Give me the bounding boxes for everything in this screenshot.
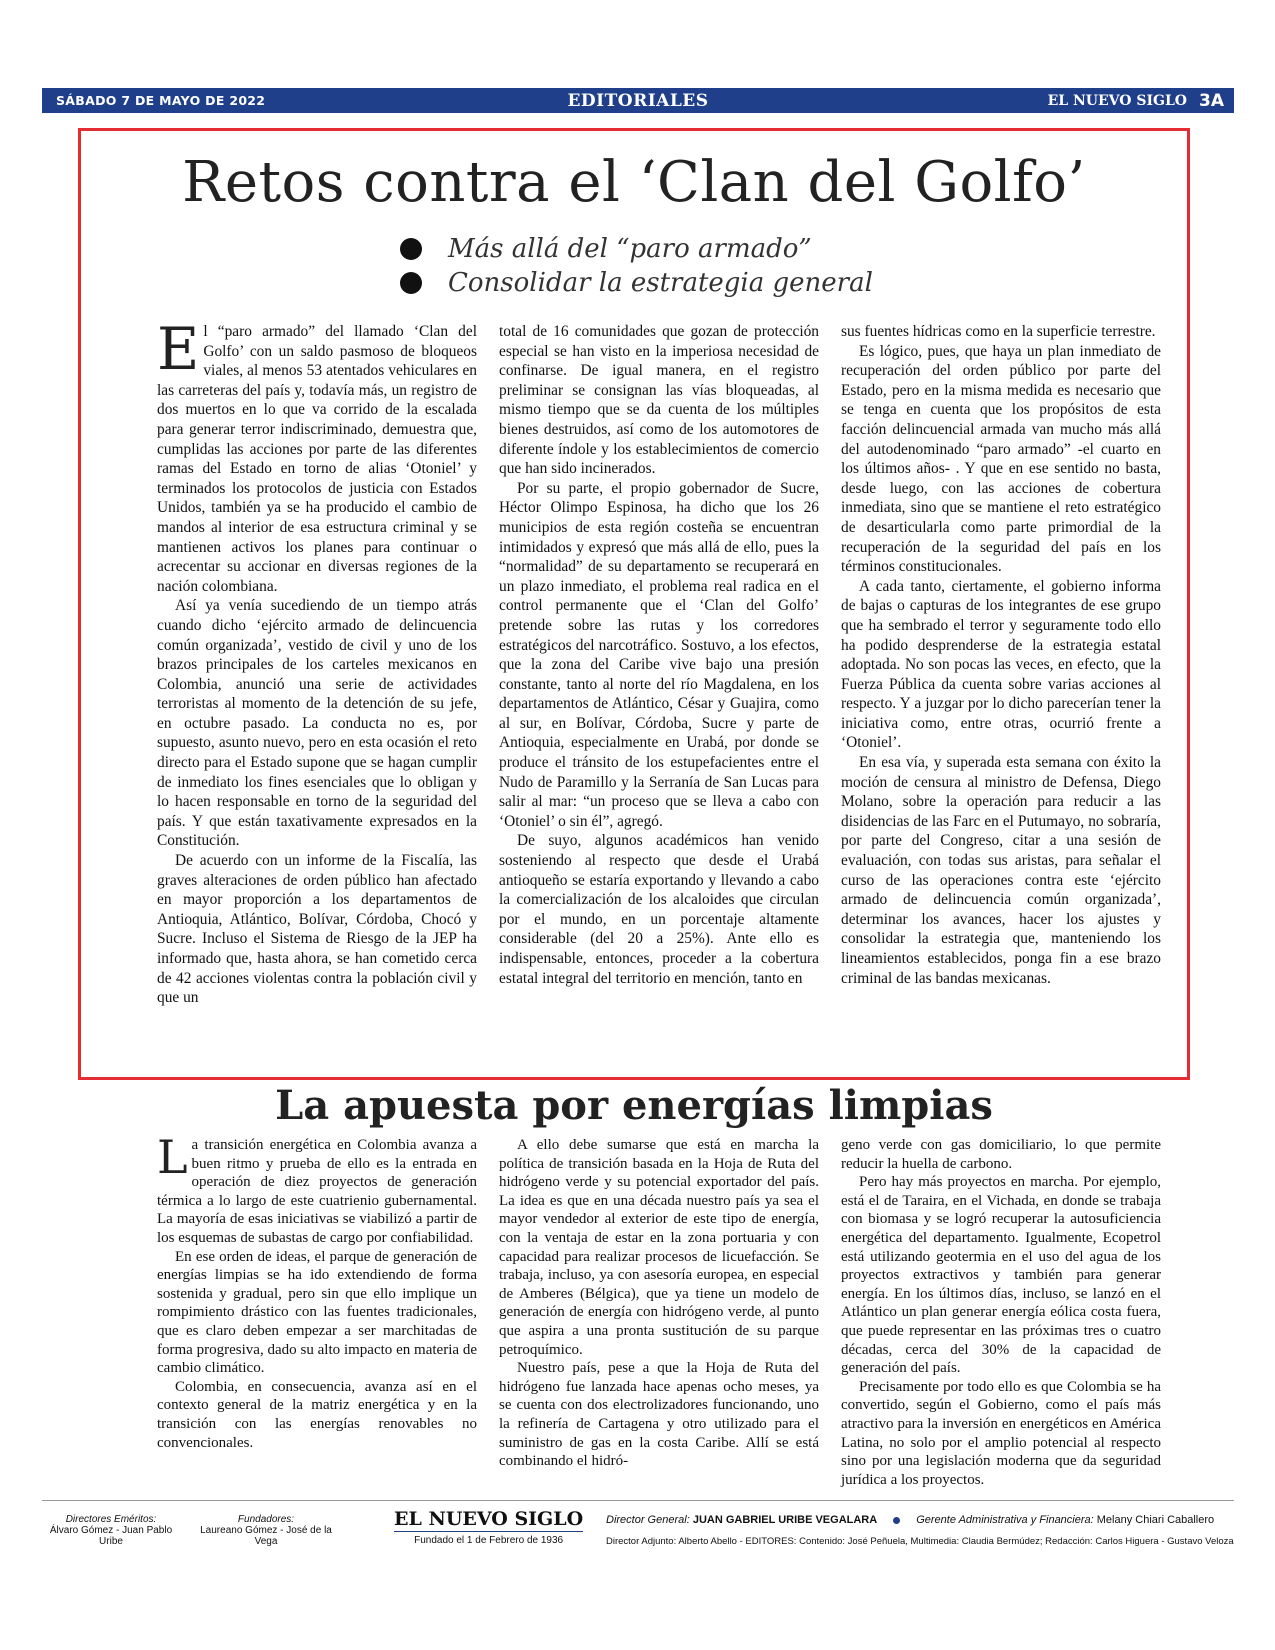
paragraph: Nuestro país, pese a que la Hoja de Ruta del hidrógeno fue lanzada hace apenas ocho meses, ya se cuenta con dos electrolizadores funcionando, uno la refinería de Cartagena y otro utilizado para el suministro de gas en la costa Caribe. Allí se está combinando el hidró- bbox=[499, 1360, 819, 1470]
paragraph: En ese orden de ideas, el parque de generación de energías limpias se ha ido extendiendo de forma sostenida y gradual, pero sin que ello implique un rompimiento drástico con las fuentes tradicionales, que es claro deben empezar a ser marchitadas de forma progresiva, dado su alto impacto en materia de cambio climático. bbox=[157, 1248, 477, 1377]
article1-kickers bbox=[400, 234, 873, 302]
founded-date: Fundado el 1 de Febrero de 1936 bbox=[414, 1535, 564, 1546]
director-general-label: Director General: bbox=[606, 1514, 690, 1526]
kicker-text: Consolidar la estrategia general bbox=[448, 268, 873, 298]
paragraph bbox=[157, 1130, 477, 1248]
staff-row-main bbox=[606, 1514, 1234, 1526]
kicker-item bbox=[400, 268, 873, 298]
bullet-dot-icon bbox=[400, 238, 422, 260]
footer-fundadores bbox=[196, 1514, 336, 1547]
paragraph: A cada tanto, ciertamente, el gobierno informa de bajas o capturas de los integrantes de ese grupo que ha sembrado el terror y seguramente todo ello ha podido desprenderse de la estrategia estatal adoptada. No son pocas las veces, en efecto, que la Fuerza Pública da cuenta sobre varias acciones al respecto. Y a juzgar por lo dicho parecerían tener la iniciativa como, entre otras, ocurrió frente a ‘Otoniel’. bbox=[841, 577, 1161, 752]
article1-body bbox=[157, 315, 1161, 1062]
fundadores-label: Fundadores: bbox=[237, 1514, 295, 1525]
paragraph: sus fuentes hídricas como en la superficie terrestre. bbox=[841, 323, 1156, 340]
article2-body bbox=[157, 1130, 1161, 1488]
paragraph: De suyo, algunos académicos han venido sosteniendo al respecto que desde el Urabá antioqueño se estaría exportando y llevando a cabo la comercialización de los alcaloides que circulan por el mundo, en un porcentaje altamente considerable (del 20 a 25%). Ante ello es indispensable, entonces, proceder a la cobertura estatal integral del territorio en mención, tanto en bbox=[499, 832, 819, 987]
directores-names: Álvaro Gómez - Juan Pablo Uribe bbox=[49, 1525, 173, 1547]
gerente-label: Gerente Administrativa y Financiera: bbox=[916, 1514, 1094, 1526]
drop-cap: L bbox=[157, 1130, 188, 1184]
separator-dot-icon bbox=[893, 1517, 900, 1524]
logo-name: EL NUEVO SIGLO bbox=[394, 1508, 584, 1530]
staff-row-editors: Director Adjunto: Alberto Abello - EDITORES: Contenido: José Peñuela, Multimedia: Claudia Bermúdez; Redacción: Carlos Higuera - Gustavo Veloza bbox=[606, 1536, 1234, 1547]
masthead-brand: EL NUEVO SIGLO bbox=[1047, 92, 1187, 109]
article1-title: Retos contra el ‘Clan del Golfo’ bbox=[182, 150, 1086, 215]
footer-staff bbox=[606, 1514, 1234, 1547]
paragraph: Así ya venía sucediendo de un tiempo atrás cuando dicho ‘ejército armado de delincuencia común organizada’, vestido de civil y uno de los brazos principales de los carteles mexicanos en Colombia, anunció una serie de actividades terroristas al momento de la detención de su jefe, en octubre pasado. La conducta no es, por supuesto, asunto nuevo, pero en esta ocasión el reto directo para el Estado supone que se hagan cumplir de inmediato los fines esenciales que lo obligan y lo hacen responsable en torno de la seguridad del país. Y que están taxativamente expresados en la Constitución. bbox=[157, 597, 477, 850]
director-general-name: JUAN GABRIEL URIBE VEGALARA bbox=[692, 1514, 878, 1526]
article1-column-2 bbox=[499, 322, 819, 1062]
paragraph: Por su parte, el propio gobernador de Sucre, Héctor Olimpo Espinosa, ha dicho que los 26 municipios de esta región costeña se encuentran intimidados y expresó que más allá de ello, pues la “normalidad” de su departamento se recuperará en un plazo inmediato, el problema real radica en el control permanente que el ‘Clan del Golfo’ pretende sobre las rutas y los corredores estratégicos del narcotráfico. Sostuvo, a los efectos, que la zona del Caribe vive bajo una presión constante, tanto al norte del río Magdalena, en los departamentos de Atlántico, César y Guajira, como al sur, en Bolívar, Córdoba, Sucre y parte de Antioquia, especialmente en Urabá, por donde se produce el tránsito de los estupefacientes entre el Nudo de Paramillo y la Serranía de San Lucas para salir al mar: “un proceso que se lleva a cabo con ‘Otoniel’ o sin él”, agregó. bbox=[499, 479, 819, 830]
paragraph: Es lógico, pues, que haya un plan inmediato de recuperación del orden público por parte del Estado, pero en la misma medida es necesario que se tenga en cuenta que los propósitos de esta facción delincuencial armada van mucho más allá del autodenominado “paro armado” -el cuarto en los últimos años- . Y que en ese sentido no basta, desde luego, con las acciones de cobertura inmediata, sino que se mantiene el reto estratégico de desarticularla como parte primordial de la recuperación de la seguridad del país en los términos constitucionales. bbox=[841, 342, 1161, 576]
article1-column-1 bbox=[157, 315, 477, 1062]
article2-column-1 bbox=[157, 1130, 477, 1472]
paragraph: Precisamente por todo ello es que Colombia se ha convertido, según el Gobierno, como el país más atractivo para la inversión en energéticos en América Latina, no solo por el amplio potencial al respecto sino por una legislación moderna que da seguridad jurídica a los proyectos. bbox=[841, 1378, 1161, 1488]
paragraph bbox=[157, 315, 477, 596]
page-number: 3A bbox=[1199, 90, 1224, 111]
paragraph: Pero hay más proyectos en marcha. Por ejemplo, está el de Taraira, en el Vichada, en donde se trabaja con biomasa y se logró recuperar la autosuficiencia energética del departamento. Igualmente, Ecopetrol está utilizando geotermia en el uso del agua de los proyectos extractivos y también para generar energía. En los últimos días, incluso, se lanzó en el Atlántico un plan generar energía eólica costa fuera, que puede representar en las próximas tres o cuatro décadas, cerca del 30% de la capacidad de generación del país. bbox=[841, 1174, 1161, 1377]
article2-column-3 bbox=[841, 1136, 1161, 1488]
kicker-item bbox=[400, 234, 873, 264]
paragraph: De acuerdo con un informe de la Fiscalía, las graves alteraciones de orden público han afectado en mayor proporción a los departamentos de Antioquia, Atlántico, Bolívar, Córdoba, Chocó y Sucre. Incluso el Sistema de Riesgo de la JEP ha informado que, hasta ahora, se han cometido cerca de 42 acciones violentas contra la población civil y que un bbox=[157, 852, 477, 1007]
paragraph: A ello debe sumarse que está en marcha la política de transición basada en la Hoja de Ruta del hidrógeno verde y su potencial exportador del país. La idea es que en una década nuestro país ya sea el mayor vendedor al exterior de este tipo de energía, con la ventaja de estar en la zona portuaria y con capacidad para realizar procesos de licuefacción. Se trabaja, incluso, ya con asesoría europea, en especial de Amberes (Bélgica), que ya tiene un modelo de generación de energía con hidrógeno verde, al punto que aspira a una pronta sustitución de su parque petroquímico. bbox=[499, 1137, 819, 1358]
article2-title: La apuesta por energías limpias bbox=[275, 1082, 993, 1129]
footer-logo bbox=[394, 1508, 583, 1546]
paragraph-text: a transición energética en Colombia avanza a buen ritmo y prueba de ello es la entrada en operación de diez proyectos de generación térmica a lo largo de este cuatrienio gubernamental. La mayoría de esas iniciativas se viabilizó a partir de los esquemas de subastas de cargo por confiabilidad. bbox=[157, 1137, 477, 1246]
masthead-right bbox=[1048, 91, 1224, 111]
fundadores-names: Laureano Gómez - José de la Vega bbox=[200, 1525, 332, 1547]
paragraph: geno verde con gas domiciliario, lo que permite reducir la huella de carbono. bbox=[841, 1137, 1161, 1172]
section-title: EDITORIALES bbox=[567, 90, 709, 111]
drop-cap: E bbox=[157, 315, 200, 383]
paragraph: Colombia, en consecuencia, avanza así en el contexto general de la matriz energética y en la transición con las energías renovables no convencionales. bbox=[157, 1378, 477, 1451]
gerente-name: Melany Chiari Caballero bbox=[1096, 1514, 1215, 1526]
kicker-text: Más allá del “paro armado” bbox=[448, 234, 812, 264]
masthead-bar bbox=[42, 88, 1234, 113]
directores-label: Directores Eméritos: bbox=[65, 1514, 157, 1525]
paragraph: total de 16 comunidades que gozan de protección especial se han visto en la imperiosa necesidad de confinarse. De igual manera, en el registro preliminar se consignan las vías bloqueadas, al mismo tiempo que se da cuenta de los múltiples bienes destruidos, así como de los automotores de diferente índole y los establecimientos de comercio que han sido incinerados. bbox=[499, 323, 819, 478]
article2-column-2 bbox=[499, 1136, 819, 1472]
article1-column-3 bbox=[841, 322, 1161, 1062]
paragraph-text: l “paro armado” del llamado ‘Clan del Golfo’ con un saldo pasmoso de bloqueos viales, al menos 53 atentados vehiculares en las carreteras del país y, todavía más, un registro de dos muertos en lo que va corrido de la escalada para generar terror indiscriminado, demuestra que, cumplidas las acciones por parte de las diferentes ramas del Estado en torno de alias ‘Otoniel’ y terminados los protocolos de justicia con Estados Unidos, también ya se ha producido el cambio de mandos al interior de esa estructura criminal y se mantienen activos los planes para continuar o acrecentar su accionar en diversas regiones de la nación colombiana. bbox=[157, 323, 477, 595]
bullet-dot-icon bbox=[400, 272, 422, 294]
footer-directores bbox=[46, 1514, 176, 1547]
footer-divider bbox=[42, 1500, 1234, 1501]
issue-date: SÁBADO 7 DE MAYO DE 2022 bbox=[56, 93, 266, 108]
paragraph: En esa vía, y superada esta semana con éxito la moción de censura al ministro de Defensa, Diego Molano, sobre la operación para reducir a las disidencias de las Farc en el Putumayo, no sobraría, por parte del Congreso, citar a una sesión de evaluación, con todas sus aristas, para señalar el curso de las operaciones contra este ‘ejército armado de delincuencia común organizada’, determinar los avances, hacer los ajustes y consolidar la estrategia que, manteniendo los lineamientos establecidos, ponga fin a ese brazo criminal de las bandas mexicanas. bbox=[841, 754, 1161, 987]
